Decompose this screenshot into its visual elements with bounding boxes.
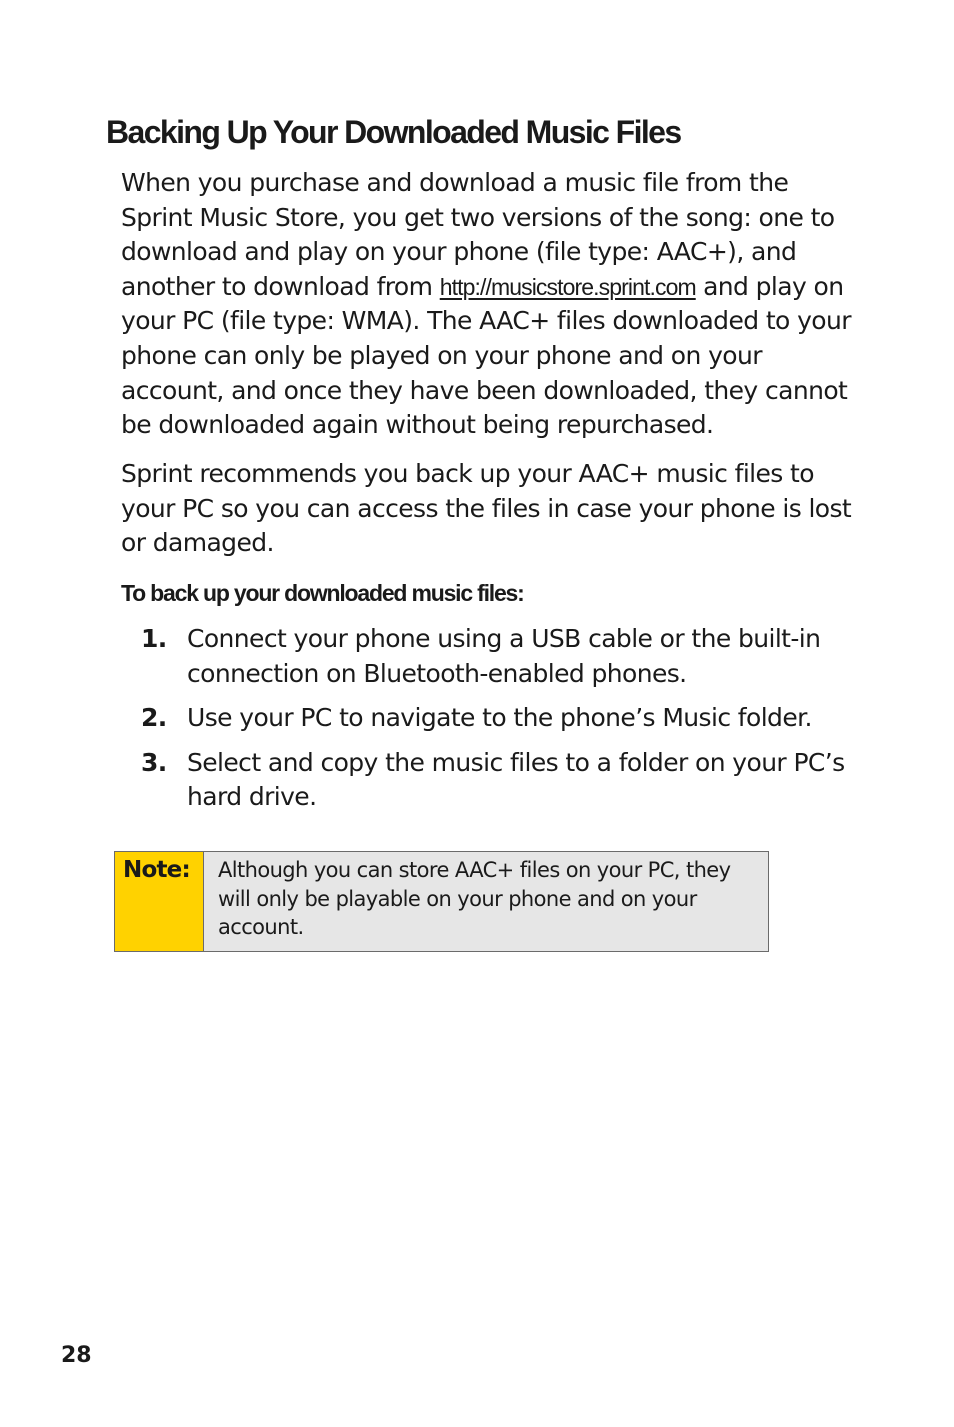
- note-label: Note:: [115, 852, 204, 951]
- note-text: Although you can store AAC+ files on your PC, they will only be playable on your phone and on your account.: [204, 852, 768, 951]
- step-number: 1.: [141, 624, 167, 653]
- step-item: [121, 701, 861, 736]
- procedure-steps: [121, 622, 861, 825]
- step-text: Select and copy the music files to a folder on your PC’s hard drive.: [187, 747, 845, 812]
- music-store-link[interactable]: http://musicstore.sprint.com: [439, 273, 696, 300]
- step-item: [121, 746, 861, 815]
- step-number: 2.: [141, 703, 167, 733]
- step-item: [121, 622, 861, 691]
- intro-paragraph: [121, 166, 861, 443]
- step-text: Connect your phone using a USB cable or the built-in connection on Bluetooth-enabled phones.: [187, 624, 821, 688]
- step-text: Use your PC to navigate to the phone’s Music folder.: [187, 703, 812, 733]
- intro-text-before-link: When you purchase and download a music file from the Sprint Music Store, you get two versions of the song: one to download and play on your phone (file type: AAC+), and another to download from: [121, 168, 835, 301]
- intro-text-after-link: and play on your PC (file type: WMA). The AAC+ files downloaded to your phone can only be played on your phone and on your account, and once they have been downloaded, they cannot be downloaded again without being repurchased.: [121, 271, 851, 440]
- section-title: Backing Up Your Downloaded Music Files: [106, 114, 681, 150]
- page-number: 28: [61, 1343, 92, 1368]
- note-box: [114, 851, 769, 952]
- recommendation-paragraph: Sprint recommends you back up your AAC+ music files to your PC so you can access the files in case your phone is lost or damaged.: [121, 459, 852, 558]
- step-number: 3.: [141, 747, 167, 777]
- procedure-title: To back up your downloaded music files:: [121, 580, 524, 606]
